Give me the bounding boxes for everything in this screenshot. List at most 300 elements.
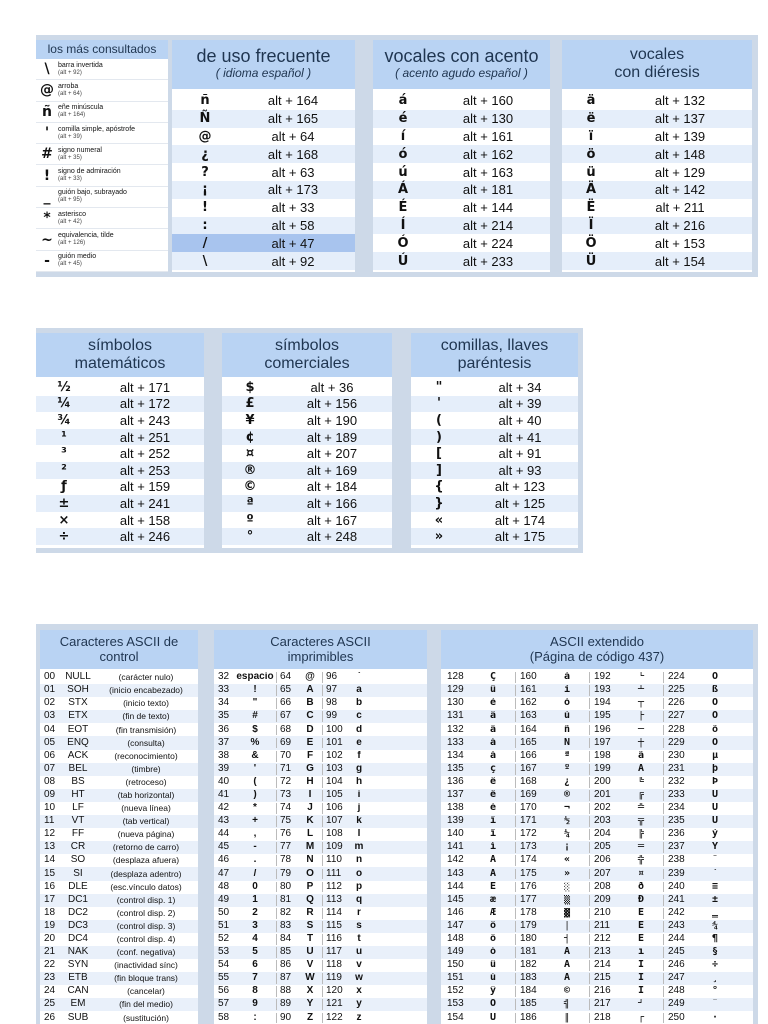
- mas-item-code: (alt + 35): [58, 154, 82, 161]
- imprimibles-char: B: [306, 698, 314, 709]
- imprimibles-char: o: [355, 868, 363, 879]
- extendido-char: ô: [489, 920, 497, 931]
- imprimibles-char: u: [355, 947, 363, 958]
- extendido-code: 139: [447, 816, 464, 827]
- acento-row: [373, 110, 550, 128]
- comer-row: [222, 429, 392, 446]
- mas-item-symbol: #: [41, 146, 53, 163]
- frecuente-symbol: ñ: [200, 93, 210, 109]
- control-abbr: DC4: [67, 934, 88, 945]
- extendido-char: ´: [711, 868, 719, 879]
- imprimibles-code: 56: [218, 986, 230, 997]
- extendido-code: 207: [589, 869, 619, 880]
- imprimibles-code: 113: [322, 895, 346, 906]
- dieresis-symbol: Ë: [586, 200, 596, 216]
- imprimibles-code: 58: [218, 1012, 230, 1023]
- imprimibles-char: n: [355, 855, 363, 866]
- comillas-title-2: paréntesis: [457, 355, 532, 372]
- imprimibles-code: 55: [218, 973, 230, 984]
- control-desc: (nueva página): [117, 829, 175, 840]
- extendido-code: 175: [515, 869, 545, 880]
- extendido-char: ─: [637, 724, 645, 735]
- extendido-code: 227: [663, 711, 693, 722]
- dieresis-row: [562, 199, 752, 217]
- mate-row: [36, 479, 204, 496]
- extendido-code: 138: [447, 803, 464, 814]
- control-abbr: EOT: [67, 724, 89, 735]
- imprimibles-char: l: [357, 829, 361, 840]
- control-code: 05: [44, 737, 56, 748]
- panel-control: [40, 630, 198, 1024]
- acento-list: [373, 89, 550, 270]
- comer-code: alt + 248: [306, 529, 358, 545]
- dieresis-code: alt + 154: [654, 253, 706, 269]
- imprimibles-char: d: [355, 724, 363, 735]
- control-row: [40, 854, 198, 867]
- imprimibles-code: 102: [322, 751, 346, 762]
- comillas-row: [411, 412, 578, 429]
- control-code: 09: [44, 789, 56, 800]
- acento-code: alt + 224: [462, 235, 514, 251]
- extendido-code: 193: [589, 685, 619, 696]
- imprimibles-char: `: [357, 672, 361, 683]
- extendido-code: 212: [589, 934, 619, 945]
- mas-item-name: equivalencia, tilde: [58, 232, 114, 240]
- acento-code: alt + 130: [462, 111, 514, 127]
- imprimibles-code: 57: [218, 999, 230, 1010]
- extendido-code: 225: [663, 685, 693, 696]
- extendido-row: [441, 933, 753, 946]
- extendido-code: 247: [663, 973, 693, 984]
- acento-symbol: Ú: [397, 253, 409, 269]
- extendido-code: 202: [589, 803, 619, 814]
- extendido-char: â: [489, 711, 497, 722]
- mate-symbol: ¼: [57, 396, 71, 412]
- imprimibles-code: 119: [322, 973, 346, 984]
- control-abbr: ETB: [68, 973, 88, 984]
- extendido-char: ═: [637, 842, 645, 853]
- imprimibles-char: v: [356, 960, 362, 971]
- frecuente-code: alt + 92: [271, 253, 315, 269]
- mas-item: [36, 144, 168, 165]
- imprimibles-row: [214, 985, 427, 998]
- imprimibles-char: S: [306, 920, 314, 931]
- mas-item-code: (alt + 95): [58, 197, 82, 204]
- mas-item: [36, 80, 168, 101]
- extendido-code: 168: [515, 777, 545, 788]
- imprimibles-code: 115: [322, 921, 346, 932]
- extendido-char: Ý: [711, 842, 719, 853]
- acento-title: vocales con acento: [384, 46, 539, 66]
- imprimibles-char: V: [306, 960, 314, 971]
- imprimibles-code: 47: [218, 868, 230, 879]
- extendido-char: ≡: [711, 881, 719, 892]
- extendido-code: 196: [589, 725, 619, 736]
- extendido-char: ‗: [711, 907, 719, 918]
- extendido-row: [441, 972, 753, 985]
- extendido-char: Å: [489, 868, 497, 879]
- imprimibles-code: 106: [322, 803, 346, 814]
- extendido-code: 161: [515, 685, 545, 696]
- extendido-char: ¿: [563, 776, 571, 787]
- extendido-char: ð: [637, 881, 645, 892]
- extendido-char: ┌: [637, 1012, 645, 1023]
- mate-code: alt + 241: [119, 495, 171, 511]
- imprimibles-char: ): [253, 789, 257, 800]
- control-abbr: FF: [71, 829, 85, 840]
- frecuente-row: [172, 217, 355, 235]
- dieresis-symbol: ö: [586, 146, 596, 162]
- imprimibles-char: ": [252, 698, 258, 709]
- dieresis-code: alt + 211: [655, 200, 705, 216]
- mas-item-name: signo numeral: [58, 146, 102, 154]
- acento-symbol: ú: [398, 164, 408, 180]
- imprimibles-row: [214, 828, 427, 841]
- mate-symbol: ¹: [61, 429, 67, 445]
- extendido-code: 184: [515, 986, 545, 997]
- extendido-row: [441, 907, 753, 920]
- comillas-symbol: {: [434, 479, 444, 495]
- imprimibles-char: +: [252, 816, 258, 827]
- imprimibles-char: 6: [252, 960, 258, 971]
- comer-row: [222, 528, 392, 545]
- frecuente-code: alt + 47: [271, 235, 315, 251]
- comer-symbol: ¢: [245, 429, 255, 445]
- imprimibles-row: [214, 776, 427, 789]
- control-abbr: CAN: [67, 986, 89, 997]
- mas-item-name: arroba: [58, 82, 79, 90]
- extendido-code: 152: [447, 986, 464, 997]
- comillas-code: alt + 34: [498, 379, 542, 395]
- imprimibles-row: [214, 750, 427, 763]
- dieresis-code: alt + 142: [654, 182, 706, 198]
- acento-symbol: Á: [397, 182, 409, 198]
- imprimibles-code: 32: [218, 672, 230, 683]
- extendido-char: ╣: [563, 999, 571, 1010]
- mate-title-2: matemáticos: [74, 355, 166, 372]
- extendido-char: ╬: [637, 855, 645, 866]
- mas-item: [36, 251, 168, 272]
- mas-item-symbol: \: [44, 61, 50, 78]
- control-desc: (retroceso): [125, 776, 167, 787]
- mate-symbol: ×: [58, 512, 70, 528]
- extendido-code: 160: [515, 672, 545, 683]
- control-row: [40, 1011, 198, 1024]
- control-desc: (timbre): [131, 763, 161, 774]
- frecuente-symbol: ¡: [202, 182, 208, 198]
- imprimibles-code: 85: [276, 947, 298, 958]
- acento-symbol: Ó: [397, 235, 409, 251]
- acento-code: alt + 214: [462, 217, 514, 233]
- extendido-code: 131: [447, 711, 464, 722]
- comillas-row: [411, 462, 578, 479]
- extendido-code: 150: [447, 960, 464, 971]
- imprimibles-char: w: [355, 973, 363, 984]
- mate-row: [36, 429, 204, 446]
- control-code: 17: [44, 894, 56, 905]
- imprimibles-code: 76: [276, 829, 298, 840]
- comillas-row: [411, 512, 578, 529]
- control-row: [40, 750, 198, 763]
- frecuente-row: [172, 199, 355, 217]
- extendido-code: 238: [663, 855, 693, 866]
- imprimibles-char: 4: [252, 934, 258, 945]
- imprimibles-char: y: [356, 999, 362, 1010]
- extendido-code: 165: [515, 738, 545, 749]
- panel-imprimibles: [214, 630, 427, 1024]
- extendido-row: [441, 959, 753, 972]
- comer-symbol: ¥: [245, 412, 255, 428]
- control-desc: (cancelar): [127, 986, 165, 997]
- imprimibles-row: [214, 723, 427, 736]
- control-code: 08: [44, 776, 56, 787]
- extendido-row: [441, 985, 753, 998]
- control-code: 19: [44, 920, 56, 931]
- extendido-char: ¾: [711, 920, 719, 931]
- acento-symbol: ó: [398, 146, 408, 162]
- extendido-header: [441, 630, 753, 669]
- control-desc: (conf. negativa): [116, 947, 176, 958]
- imprimibles-char: b: [355, 698, 363, 709]
- control-desc: (esc.vínculo datos): [110, 881, 182, 892]
- extendido-char: ├: [637, 711, 645, 722]
- imprimibles-code: 38: [218, 750, 230, 761]
- control-desc: (control disp. 4): [116, 934, 176, 945]
- imprimibles-row: [214, 789, 427, 802]
- imprimibles-char: i: [357, 789, 361, 800]
- extendido-code: 153: [447, 999, 464, 1010]
- frecuente-symbol: !: [202, 200, 208, 216]
- extendido-code: 214: [589, 960, 619, 971]
- extendido-row: [441, 881, 753, 894]
- frecuente-title: de uso frecuente: [196, 46, 331, 66]
- extendido-char: ╩: [637, 803, 645, 814]
- comillas-code: alt + 125: [494, 495, 546, 511]
- imprimibles-char: 9: [252, 999, 258, 1010]
- mas-item: [36, 165, 168, 186]
- imprimibles-code: 34: [218, 698, 230, 709]
- extendido-row: [441, 671, 753, 684]
- extendido-row: [441, 789, 753, 802]
- control-desc: (tab vertical): [122, 816, 170, 827]
- frecuente-symbol: /: [202, 235, 208, 251]
- comillas-symbol: «: [434, 512, 444, 528]
- extendido-code: 231: [663, 764, 693, 775]
- frecuente-code: alt + 173: [267, 182, 319, 198]
- extendido-row: [441, 946, 753, 959]
- acento-symbol: Í: [400, 217, 406, 233]
- mate-symbol: ²: [61, 462, 67, 478]
- extendido-row: [441, 684, 753, 697]
- imprimibles-code: 52: [218, 934, 230, 945]
- dieresis-symbol: Ü: [585, 253, 597, 269]
- comer-row: [222, 412, 392, 429]
- comer-row: [222, 445, 392, 462]
- imprimibles-title-2: imprimibles: [287, 649, 354, 664]
- mas-item-text: [58, 189, 127, 204]
- extendido-char: ª: [563, 750, 571, 761]
- comer-symbol: °: [246, 529, 254, 545]
- mas-item-name: eñe minúscula: [58, 104, 104, 112]
- control-row: [40, 723, 198, 736]
- imprimibles-char: Z: [306, 1012, 314, 1023]
- dieresis-code: alt + 139: [654, 128, 706, 144]
- imprimibles-code: 81: [276, 895, 298, 906]
- control-row: [40, 841, 198, 854]
- extendido-char: À: [563, 973, 571, 984]
- control-code: 02: [44, 698, 56, 709]
- extendido-char: ý: [711, 829, 719, 840]
- imprimibles-char: k: [356, 816, 362, 827]
- control-row: [40, 684, 198, 697]
- mate-row: [36, 528, 204, 545]
- comer-symbol: ©: [243, 479, 257, 495]
- imprimibles-header: [214, 630, 427, 669]
- frecuente-row: [172, 110, 355, 128]
- dieresis-code: alt + 148: [654, 146, 706, 162]
- mas-item-code: (alt + 45): [58, 261, 82, 268]
- control-code: 04: [44, 724, 56, 735]
- frecuente-row: [172, 92, 355, 110]
- extendido-code: 232: [663, 777, 693, 788]
- imprimibles-row: [214, 946, 427, 959]
- extendido-code: 136: [447, 776, 464, 787]
- control-code: 21: [44, 947, 56, 958]
- extendido-code: 143: [447, 868, 464, 879]
- extendido-code: 170: [515, 803, 545, 814]
- imprimibles-code: 87: [276, 973, 298, 984]
- imprimibles-code: 120: [322, 986, 346, 997]
- extendido-code: 216: [589, 986, 619, 997]
- mas-item: [36, 59, 168, 80]
- extendido-char: æ: [489, 894, 497, 905]
- extendido-char: ¸: [711, 973, 719, 984]
- imprimibles-row: [214, 815, 427, 828]
- extendido-code: 162: [515, 698, 545, 709]
- dieresis-title-1: vocales: [629, 46, 685, 63]
- imprimibles-code: 54: [218, 960, 230, 971]
- control-row: [40, 867, 198, 880]
- comillas-symbol: [: [436, 446, 442, 462]
- extendido-code: 228: [663, 725, 693, 736]
- extendido-char: Â: [563, 960, 571, 971]
- extendido-code: 186: [515, 1013, 545, 1024]
- comillas-row: [411, 495, 578, 512]
- extendido-char: ù: [489, 973, 497, 984]
- comer-code: alt + 207: [306, 446, 358, 462]
- control-abbr: VT: [71, 816, 85, 827]
- frecuente-list: [172, 89, 355, 270]
- comer-row: [222, 495, 392, 512]
- acento-row: [373, 92, 550, 110]
- control-title-1: Caracteres ASCII de: [59, 634, 179, 649]
- extendido-char: È: [637, 934, 645, 945]
- extendido-char: Ò: [711, 711, 719, 722]
- extendido-char: ®: [563, 789, 571, 800]
- control-code: 14: [44, 855, 56, 866]
- dieresis-row: [562, 128, 752, 146]
- comer-row: [222, 479, 392, 496]
- comillas-code: alt + 40: [498, 412, 542, 428]
- extendido-code: 151: [447, 973, 464, 984]
- extendido-code: 171: [515, 816, 545, 827]
- comer-row: [222, 396, 392, 413]
- control-code: 15: [44, 868, 56, 879]
- extendido-code: 130: [447, 698, 464, 709]
- imprimibles-row: [214, 802, 427, 815]
- extendido-code: 129: [447, 685, 464, 696]
- extendido-code: 246: [663, 960, 693, 971]
- imprimibles-char: 0: [252, 881, 258, 892]
- control-row: [40, 972, 198, 985]
- extendido-code: 132: [447, 724, 464, 735]
- extendido-code: 197: [589, 738, 619, 749]
- extendido-code: 182: [515, 960, 545, 971]
- extendido-char: ½: [563, 816, 571, 827]
- extendido-char: ╚: [637, 776, 645, 787]
- extendido-code: 245: [663, 947, 693, 958]
- control-row: [40, 920, 198, 933]
- imprimibles-code: 117: [322, 947, 346, 958]
- imprimibles-char: .: [253, 855, 257, 866]
- comer-header: [222, 333, 392, 377]
- imprimibles-char: q: [355, 894, 363, 905]
- control-abbr: BS: [71, 776, 85, 787]
- extendido-code: 198: [589, 751, 619, 762]
- acento-code: alt + 163: [462, 164, 514, 180]
- extendido-char: Û: [711, 803, 719, 814]
- acento-symbol: é: [398, 111, 408, 127]
- extendido-row: [441, 763, 753, 776]
- control-desc: (inactividad sínc): [114, 960, 178, 971]
- extendido-char: Ù: [711, 816, 719, 827]
- extendido-char: ┬: [637, 698, 645, 709]
- imprimibles-code: 88: [276, 986, 298, 997]
- imprimibles-char: j: [357, 803, 361, 814]
- extendido-code: 148: [447, 934, 464, 945]
- extendido-code: 135: [447, 763, 464, 774]
- extendido-code: 141: [447, 842, 464, 853]
- imprimibles-row: [214, 972, 427, 985]
- comillas-row: [411, 445, 578, 462]
- mas-item-code: (alt + 64): [58, 90, 82, 97]
- control-abbr: DC1: [67, 894, 88, 905]
- extendido-char: ñ: [563, 724, 571, 735]
- extendido-char: é: [489, 698, 497, 709]
- control-abbr: DC2: [67, 907, 88, 918]
- extendido-char: á: [563, 672, 571, 683]
- comer-symbol: $: [245, 379, 255, 395]
- control-abbr: DC3: [67, 920, 88, 931]
- imprimibles-code: 75: [276, 816, 298, 827]
- extendido-code: 233: [663, 790, 693, 801]
- frecuente-code: alt + 168: [267, 146, 319, 162]
- dieresis-code: alt + 137: [654, 111, 706, 127]
- mas-item-text: [58, 232, 114, 247]
- control-abbr: EM: [70, 999, 86, 1010]
- acento-row: [373, 145, 550, 163]
- extendido-char: î: [489, 829, 497, 840]
- imprimibles-char: U: [306, 947, 314, 958]
- imprimibles-code: 99: [322, 711, 346, 722]
- control-row: [40, 697, 198, 710]
- acento-symbol: í: [400, 128, 406, 144]
- control-abbr: LF: [72, 803, 84, 814]
- control-abbr: NAK: [67, 947, 89, 958]
- control-abbr: BEL: [68, 763, 88, 774]
- frecuente-symbol: \: [202, 253, 208, 269]
- imprimibles-char: A: [306, 685, 314, 696]
